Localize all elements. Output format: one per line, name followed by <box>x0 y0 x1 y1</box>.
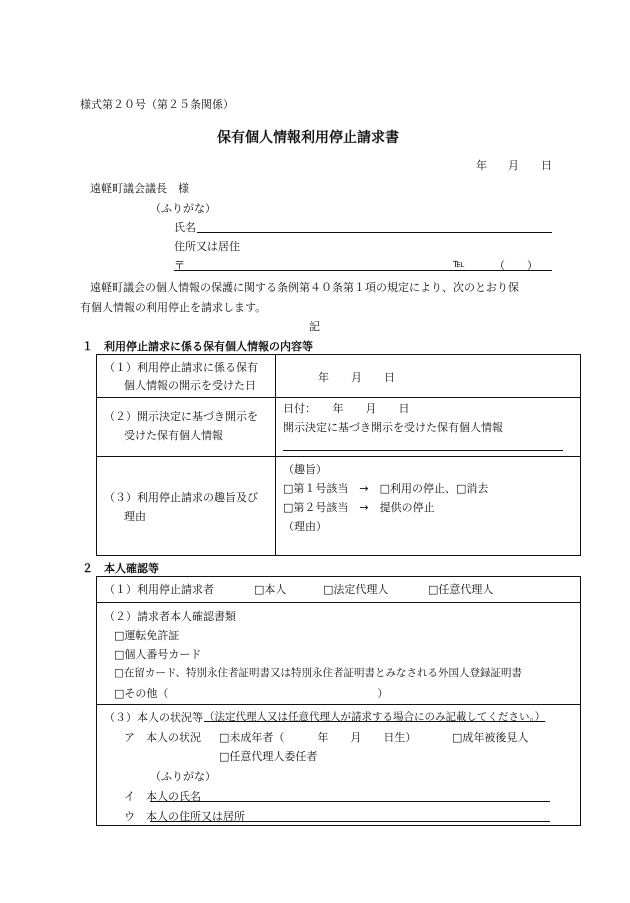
intro-line-2: 有個人情報の利用停止を請求します。 <box>80 301 267 314</box>
tel-parentheses: （ ） <box>494 259 538 272</box>
voluntary-principal-checkbox[interactable]: □任意代理人委任者 <box>219 750 318 763</box>
addressee: 遠軽町議会議長 様 <box>90 182 189 195</box>
principal-furigana-label: （ふりがな） <box>150 770 216 783</box>
requester-voluntary-agent-checkbox[interactable]: □任意代理人 <box>428 583 494 596</box>
requester-legal-agent-checkbox[interactable]: □法定代理人 <box>323 583 389 596</box>
requester-type-label: （１）利用停止請求者 <box>104 583 214 596</box>
applicant-furigana-label: （ふりがな） <box>150 202 216 215</box>
principal-address-label: ウ 本人の住所又は居所 <box>124 810 245 823</box>
id-document-item[interactable]: □個人番号カード <box>114 648 202 661</box>
row1-label-line2: 個人情報の開示を受けた日 <box>124 379 256 392</box>
ki-mark: 記 <box>309 320 320 333</box>
principal-status-label: （３）本人の状況等 <box>104 711 203 724</box>
section1-heading: １ 利用停止請求に係る保有個人情報の内容等 <box>82 340 313 353</box>
applicant-name-label: 氏名 <box>174 221 196 234</box>
principal-name-label: イ 本人の氏名 <box>124 790 201 803</box>
principal-name-field[interactable] <box>150 801 550 802</box>
id-document-item[interactable]: □在留カード、特別永住者証明書又は特別永住者証明書とみなされる外国人登録証明書 <box>114 667 522 679</box>
intro-line-1: 遠軽町議会の個人情報の保護に関する条例第４０条第１項の規定により、次のとおり保 <box>90 281 519 294</box>
row3-option-2[interactable]: □第２号該当 → 提供の停止 <box>283 501 435 514</box>
applicant-name-field[interactable] <box>197 232 552 233</box>
row2-decision-date[interactable]: 日付： 年 月 日 <box>283 402 410 415</box>
id-document-item[interactable]: □運転免許証 <box>114 629 180 642</box>
section1-column-divider <box>275 354 276 556</box>
row2-label-line1: （２）開示決定に基づき開示を <box>104 410 258 423</box>
row3-reason-label: （理由） <box>283 520 327 533</box>
row2-info-description: 開示決定に基づき開示を受けた保有個人情報 <box>283 421 503 434</box>
principal-status-note: （法定代理人又は任意代理人が請求する場合にのみ記載してください。） <box>204 711 546 723</box>
document-title: 保有個人情報利用停止請求書 <box>217 130 399 146</box>
row2-info-field[interactable] <box>283 450 563 451</box>
applicant-address-label: 住所又は居住 <box>174 240 240 253</box>
minor-checkbox[interactable]: □未成年者（ 年 月 日生） <box>219 731 417 744</box>
id-documents-label: （２）請求者本人確認書類 <box>104 610 236 623</box>
tel-label: ℡ <box>453 257 465 270</box>
principal-status-a-label: ア 本人の状況 <box>124 731 201 744</box>
row3-option-1[interactable]: □第１号該当 → □利用の停止、□消去 <box>283 482 489 495</box>
date-year: 年 <box>476 159 487 172</box>
section2-heading: ２ 本人確認等 <box>82 562 159 575</box>
row3-label-line2: 理由 <box>124 510 146 523</box>
id-document-item[interactable]: □その他（ ） <box>114 687 389 700</box>
row1-label-line1: （１）利用停止請求に係る保有 <box>104 361 258 374</box>
form-number: 様式第２０号（第２５条関係） <box>80 98 234 111</box>
row3-label-line1: （３）利用停止請求の趣旨及び <box>104 491 258 504</box>
date-month: 月 <box>508 159 519 172</box>
row1-disclosure-date[interactable]: 年 月 日 <box>318 371 395 384</box>
adult-ward-checkbox[interactable]: □成年被後見人 <box>452 731 529 744</box>
section1-row-divider-1 <box>96 397 581 398</box>
postal-mark: 〒 <box>174 259 185 272</box>
date-day: 日 <box>541 159 552 172</box>
principal-address-field[interactable] <box>150 821 550 822</box>
section1-row-divider-2 <box>96 456 581 457</box>
row2-label-line2: 受けた保有個人情報 <box>124 429 223 442</box>
section2-row-divider-1 <box>96 602 581 603</box>
row3-purpose-label: （趣旨） <box>283 463 327 476</box>
section2-row-divider-2 <box>96 704 581 705</box>
requester-self-checkbox[interactable]: □本人 <box>254 583 287 596</box>
